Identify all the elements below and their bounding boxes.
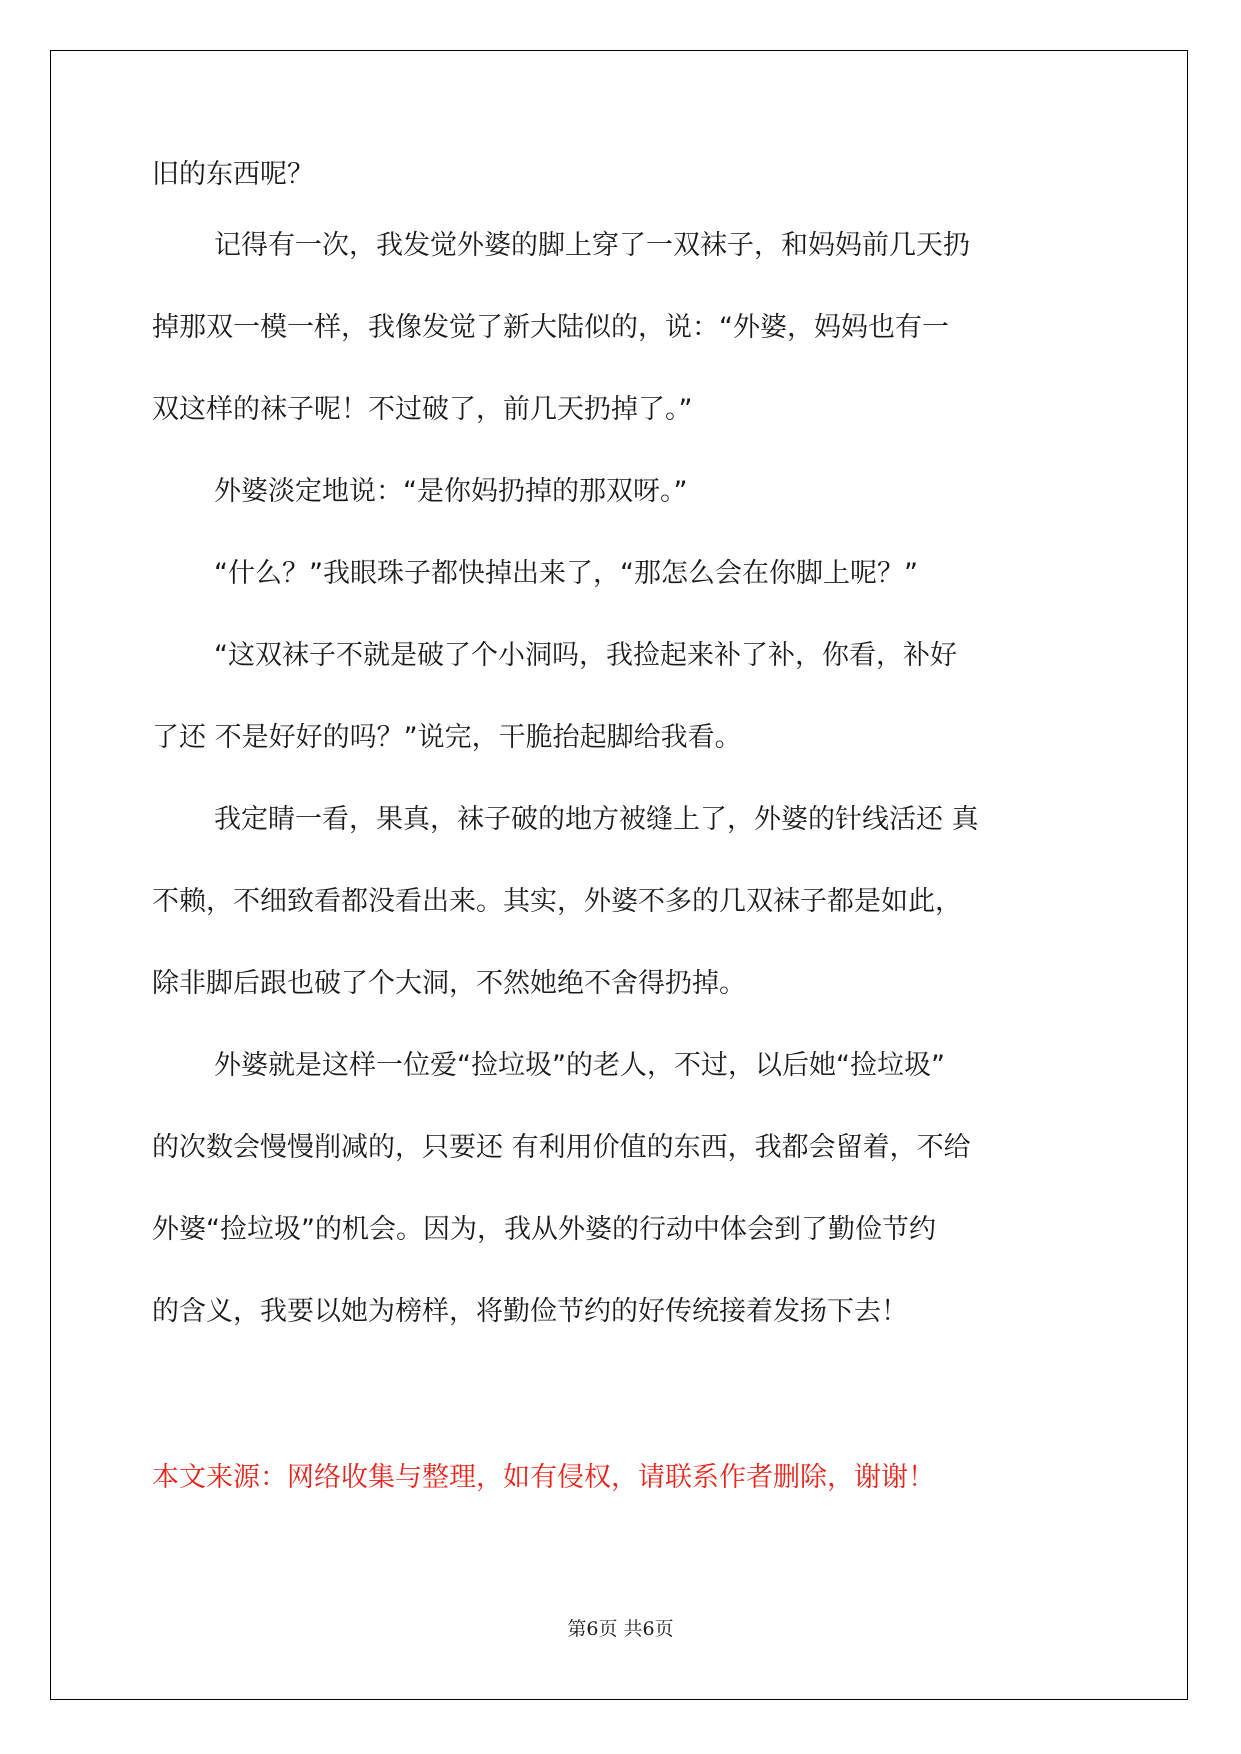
body-line: 双这样的袜子呢！不过破了，前几天扔掉了。” [152,394,693,425]
body-line: 了还 不是好好的吗？”说完，干脆抬起脚给我看。 [152,722,742,753]
body-line: 除非脚后跟也破了个大洞，不然她绝不舍得扔掉。 [152,968,746,999]
source-note: 本文来源：网络收集与整理，如有侵权，请联系作者删除，谢谢！ [152,1462,935,1493]
body-line: 我定睛一看，果真，袜子破的地方被缝上了，外婆的针线活还 真 [214,804,979,835]
body-line: 外婆“捡垃圾”的机会。因为，我从外婆的行动中体会到了勤俭节约 [152,1214,936,1245]
body-line: “这双袜子不就是破了个小洞吗，我捡起来补了补，你看，补好 [214,640,957,671]
body-line: 记得有一次，我发觉外婆的脚上穿了一双袜子，和妈妈前几天扔 [214,230,970,261]
body-line: 旧的东西呢？ [152,159,314,190]
body-line: 不赖，不细致看都没看出来。其实，外婆不多的几双袜子都是如此， [152,886,962,917]
page-number-footer: 第6页 共6页 [567,1618,674,1640]
body-line: 掉那双一模一样，我像发觉了新大陆似的，说：“外婆，妈妈也有一 [152,312,949,343]
body-line: 外婆就是这样一位爱“捡垃圾”的老人，不过，以后她“捡垃圾” [214,1050,945,1081]
page-border [50,50,1188,1700]
body-line: 的次数会慢慢削减的，只要还 有利用价值的东西，我都会留着，不给 [152,1132,971,1163]
body-line: “什么？”我眼珠子都快掉出来了，“那怎么会在你脚上呢？” [214,558,918,589]
body-line: 外婆淡定地说：“是你妈扔掉的那双呀。” [214,476,688,507]
body-line: 的含义，我要以她为榜样，将勤俭节约的好传统接着发扬下去！ [152,1296,908,1327]
